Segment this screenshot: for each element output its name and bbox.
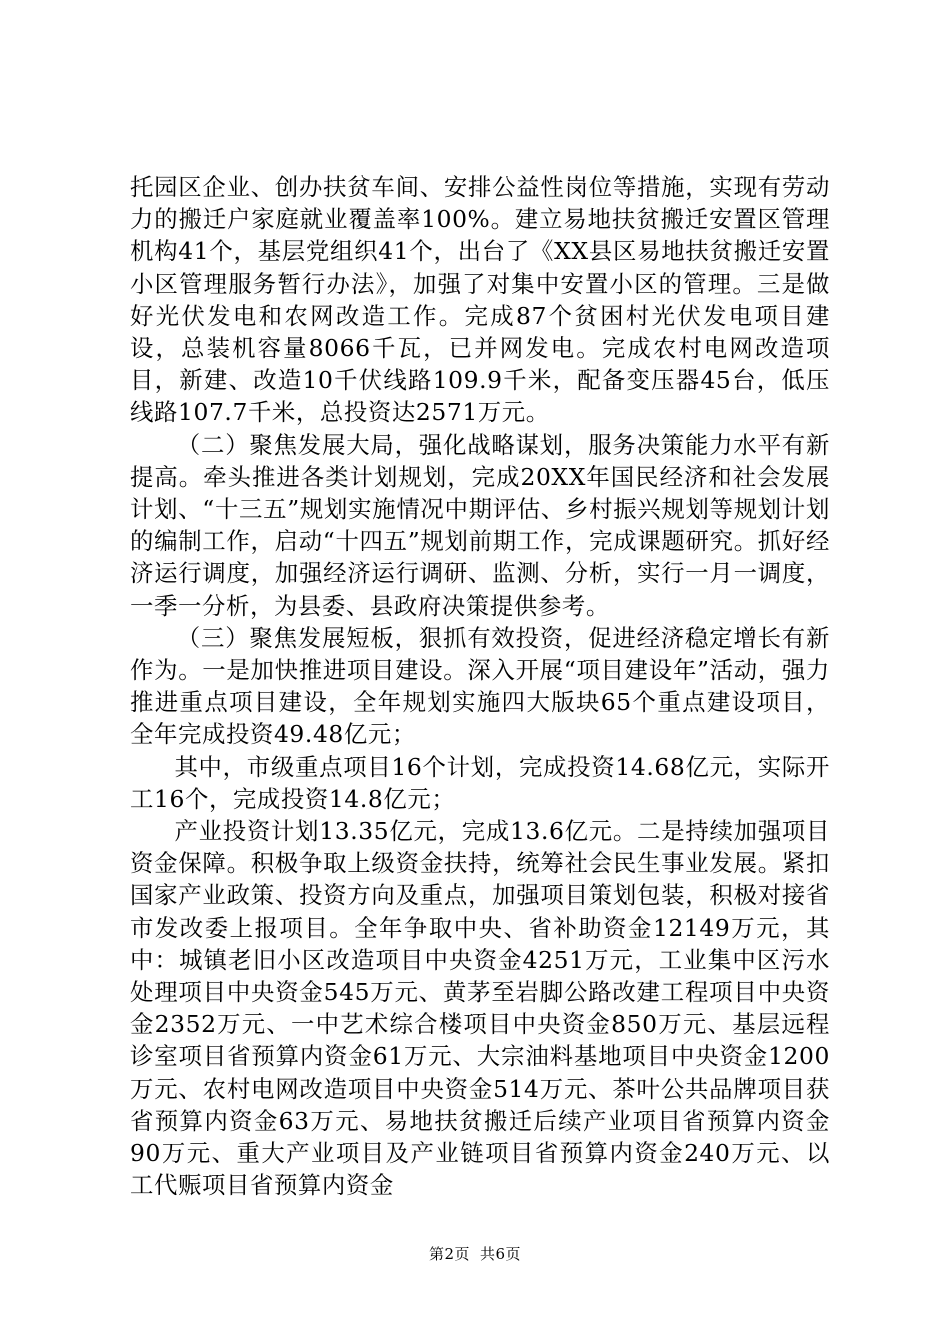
page-total: 共6页 [480, 1245, 522, 1263]
page-number: 第2页 [428, 1245, 470, 1263]
paragraph-key-projects: 其中，市级重点项目16个计划，完成投资14.68亿元，实际开工16个，完成投资14.8亿元； [130, 752, 830, 813]
document-body [130, 171, 830, 1202]
paragraph-continued: 托园区企业、创办扶贫车间、安排公益性岗位等措施，实现有劳动力的搬迁户家庭就业覆盖率100%。建立易地扶贫搬迁安置区管理机构41个，基层党组织41个，出台了《XX县区易地扶贫搬迁安置小区管理服务暂行办法》，加强了对集中安置小区的管理。三是做好光伏发电和农网改造工作。完成87个贫困村光伏发电项目建设，总装机容量8066千瓦，已并网发电。完成农村电网改造项目，新建、改造10千伏线路109.9千米，配备变压器45台，低压线路107.7千米，总投资达2571万元。 [130, 173, 830, 427]
paragraph-industry-investment: 产业投资计划13.35亿元，完成13.6亿元。二是持续加强项目资金保障。积极争取上级资金扶持，统筹社会民生事业发展。紧扣国家产业政策、投资方向及重点，加强项目策划包装，积极对接省市发改委上报项目。全年争取中央、省补助资金12149万元，其中：城镇老旧小区改造项目中央资金4251万元，工业集中区污水处理项目中央资金545万元、黄茅至岩脚公路改建工程项目中央资金2352万元、一中艺术综合楼项目中央资金850万元、基层远程诊室项目省预算内资金61万元、大宗油料基地项目中央资金1200万元、农村电网改造项目中央资金514万元、茶叶公共品牌项目获省预算内资金63万元、易地扶贫搬迁后续产业项目省预算内资金90万元、重大产业项目及产业链项目省预算内资金240万元、以工代赈项目省预算内资金 [130, 817, 830, 1200]
paragraph-section-two: （二）聚焦发展大局，强化战略谋划，服务决策能力水平有新提高。牵头推进各类计划规划，完成20XX年国民经济和社会发展计划、“十三五”规划实施情况中期评估、乡村振兴规划等规划计划的编制工作，启动“十四五”规划前期工作，完成课题研究。抓好经济运行调度，加强经济运行调研、监测、分析，实行一月一调度，一季一分析，为县委、县政府决策提供参考。 [130, 430, 830, 620]
page-footer [0, 1244, 950, 1264]
paragraph-section-three: （三）聚焦发展短板，狠抓有效投资，促进经济稳定增长有新作为。一是加快推进项目建设。深入开展“项目建设年”活动，强力推进重点项目建设，全年规划实施四大版块65个重点建设项目，全年完成投资49.48亿元； [130, 623, 830, 749]
